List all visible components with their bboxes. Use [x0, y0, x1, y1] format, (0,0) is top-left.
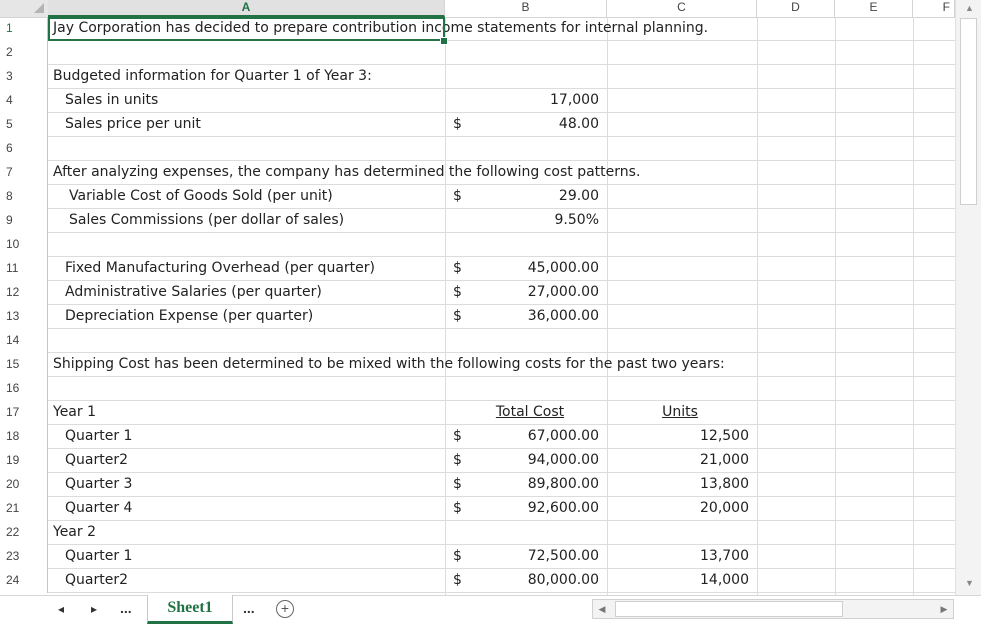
cell-c21[interactable]: 92,600.00	[527, 500, 599, 516]
cell-c17[interactable]: Total Cost	[495, 404, 565, 420]
column-header-bar	[0, 0, 955, 18]
scroll-down-icon[interactable]: ▼	[965, 578, 974, 588]
row-header-21[interactable]: 21	[0, 497, 48, 521]
cell-c20[interactable]: 89,800.00	[527, 476, 599, 492]
cell-c5[interactable]: 48.00	[558, 116, 599, 132]
cell-a12[interactable]: Administrative Salaries (per quarter)	[65, 284, 322, 300]
cell-d23[interactable]: 13,700	[700, 548, 749, 564]
cell-d19[interactable]: 21,000	[700, 452, 749, 468]
cell-c18[interactable]: 67,000.00	[527, 428, 599, 444]
row-header-9[interactable]: 9	[0, 209, 48, 233]
row-header-7[interactable]: 7	[0, 161, 48, 185]
gridline	[48, 328, 955, 329]
cell-d21[interactable]: 20,000	[700, 500, 749, 516]
cell-b19[interactable]: $	[453, 452, 462, 468]
cell-a5[interactable]: Sales price per unit	[65, 116, 201, 132]
cell-a1[interactable]: Jay Corporation has decided to prepare contribution income statements for internal planning.	[53, 20, 709, 36]
gridline	[48, 376, 955, 377]
cell-b20[interactable]: $	[453, 476, 462, 492]
cell-a17[interactable]: Year 1	[53, 404, 96, 420]
horizontal-scroll-thumb[interactable]	[615, 601, 843, 617]
column-header-e[interactable]: E	[835, 0, 913, 17]
cell-d17[interactable]: Units	[662, 404, 698, 420]
more-tabs-left-button[interactable]: ...	[120, 600, 132, 616]
cell-a24[interactable]: Quarter2	[65, 572, 128, 588]
row-header-1[interactable]: 1	[0, 17, 48, 41]
row-header-2[interactable]: 2	[0, 41, 48, 65]
vertical-scroll-thumb[interactable]	[960, 18, 977, 205]
row-header-18[interactable]: 18	[0, 425, 48, 449]
tab-scroll-left-icon[interactable]: ◂	[58, 602, 65, 616]
gridline	[913, 17, 914, 595]
cell-d24[interactable]: 14,000	[700, 572, 749, 588]
cell-c13[interactable]: 36,000.00	[527, 308, 599, 324]
cell-c4[interactable]: 17,000	[550, 92, 599, 108]
column-header-c[interactable]: C	[607, 0, 757, 17]
row-header-10[interactable]: 10	[0, 233, 48, 257]
cell-a3[interactable]: Budgeted information for Quarter 1 of Year 3:	[53, 68, 372, 84]
active-cell-selection[interactable]	[48, 17, 445, 41]
row-header-22[interactable]: 22	[0, 521, 48, 545]
cell-c9[interactable]: 9.50%	[554, 212, 599, 228]
row-header-15[interactable]: 15	[0, 353, 48, 377]
row-header-16[interactable]: 16	[0, 377, 48, 401]
cell-b5[interactable]: $	[453, 116, 462, 132]
sheet-tab-bar	[0, 595, 981, 627]
row-header-8[interactable]: 8	[0, 185, 48, 209]
cell-b23[interactable]: $	[453, 548, 462, 564]
cell-b21[interactable]: $	[453, 500, 462, 516]
row-header-17[interactable]: 17	[0, 401, 48, 425]
select-all-triangle-icon	[34, 3, 44, 13]
cell-a11[interactable]: Fixed Manufacturing Overhead (per quarter)	[65, 260, 375, 276]
cell-b24[interactable]: $	[453, 572, 462, 588]
cell-a15[interactable]: Shipping Cost has been determined to be mixed with the following costs for the past two years:	[53, 356, 725, 372]
gridline	[835, 17, 836, 595]
row-header-3[interactable]: 3	[0, 65, 48, 89]
cell-a7[interactable]: After analyzing expenses, the company has determined the following cost patterns.	[53, 164, 641, 180]
cell-a23[interactable]: Quarter 1	[65, 548, 133, 564]
column-header-f[interactable]: F	[913, 0, 955, 17]
gridline	[757, 17, 758, 595]
scroll-left-icon[interactable]: ◀	[598, 604, 606, 614]
cell-d18[interactable]: 12,500	[700, 428, 749, 444]
horizontal-scrollbar[interactable]	[592, 599, 954, 619]
cell-b12[interactable]: $	[453, 284, 462, 300]
row-header-11[interactable]: 11	[0, 257, 48, 281]
add-sheet-icon[interactable]: +	[276, 600, 294, 618]
cell-a9[interactable]: Sales Commissions (per dollar of sales)	[69, 212, 345, 228]
cell-a13[interactable]: Depreciation Expense (per quarter)	[65, 308, 314, 324]
gridline	[48, 136, 955, 137]
row-header-4[interactable]: 4	[0, 89, 48, 113]
row-header-6[interactable]: 6	[0, 137, 48, 161]
row-header-5[interactable]: 5	[0, 113, 48, 137]
cell-c24[interactable]: 80,000.00	[527, 572, 599, 588]
cell-a18[interactable]: Quarter 1	[65, 428, 133, 444]
tab-sheet1[interactable]: Sheet1	[147, 595, 233, 624]
row-header-13[interactable]: 13	[0, 305, 48, 329]
cell-a19[interactable]: Quarter2	[65, 452, 128, 468]
cell-a20[interactable]: Quarter 3	[65, 476, 133, 492]
cell-c12[interactable]: 27,000.00	[527, 284, 599, 300]
cell-a21[interactable]: Quarter 4	[65, 500, 133, 516]
tab-scroll-right-icon[interactable]: ▸	[91, 602, 98, 616]
column-header-a[interactable]: A	[48, 0, 445, 17]
cell-a22[interactable]: Year 2	[53, 524, 96, 540]
cell-d20[interactable]: 13,800	[700, 476, 749, 492]
scroll-up-icon[interactable]: ▲	[965, 3, 974, 13]
gridline	[48, 232, 955, 233]
cell-c23[interactable]: 72,500.00	[527, 548, 599, 564]
cell-b13[interactable]: $	[453, 308, 462, 324]
vertical-scrollbar[interactable]	[955, 0, 981, 595]
more-tabs-right-button[interactable]: ...	[243, 600, 255, 616]
column-header-d[interactable]: D	[757, 0, 835, 17]
row-header-20[interactable]: 20	[0, 473, 48, 497]
row-header-24[interactable]: 24	[0, 569, 48, 593]
cell-c11[interactable]: 45,000.00	[527, 260, 599, 276]
select-all-corner[interactable]	[0, 0, 48, 17]
cell-b8[interactable]: $	[453, 188, 462, 204]
row-header-12[interactable]: 12	[0, 281, 48, 305]
scroll-right-icon[interactable]: ▶	[940, 604, 948, 614]
row-header-14[interactable]: 14	[0, 329, 48, 353]
gridline	[48, 592, 955, 593]
cell-a4[interactable]: Sales in units	[65, 92, 159, 108]
cell-c8[interactable]: 29.00	[558, 188, 599, 204]
cell-c19[interactable]: 94,000.00	[527, 452, 599, 468]
row-header-23[interactable]: 23	[0, 545, 48, 569]
row-header-19[interactable]: 19	[0, 449, 48, 473]
cell-b11[interactable]: $	[453, 260, 462, 276]
column-header-b[interactable]: B	[445, 0, 607, 17]
cell-a8[interactable]: Variable Cost of Goods Sold (per unit)	[69, 188, 333, 204]
cell-b18[interactable]: $	[453, 428, 462, 444]
fill-handle[interactable]	[440, 37, 448, 45]
